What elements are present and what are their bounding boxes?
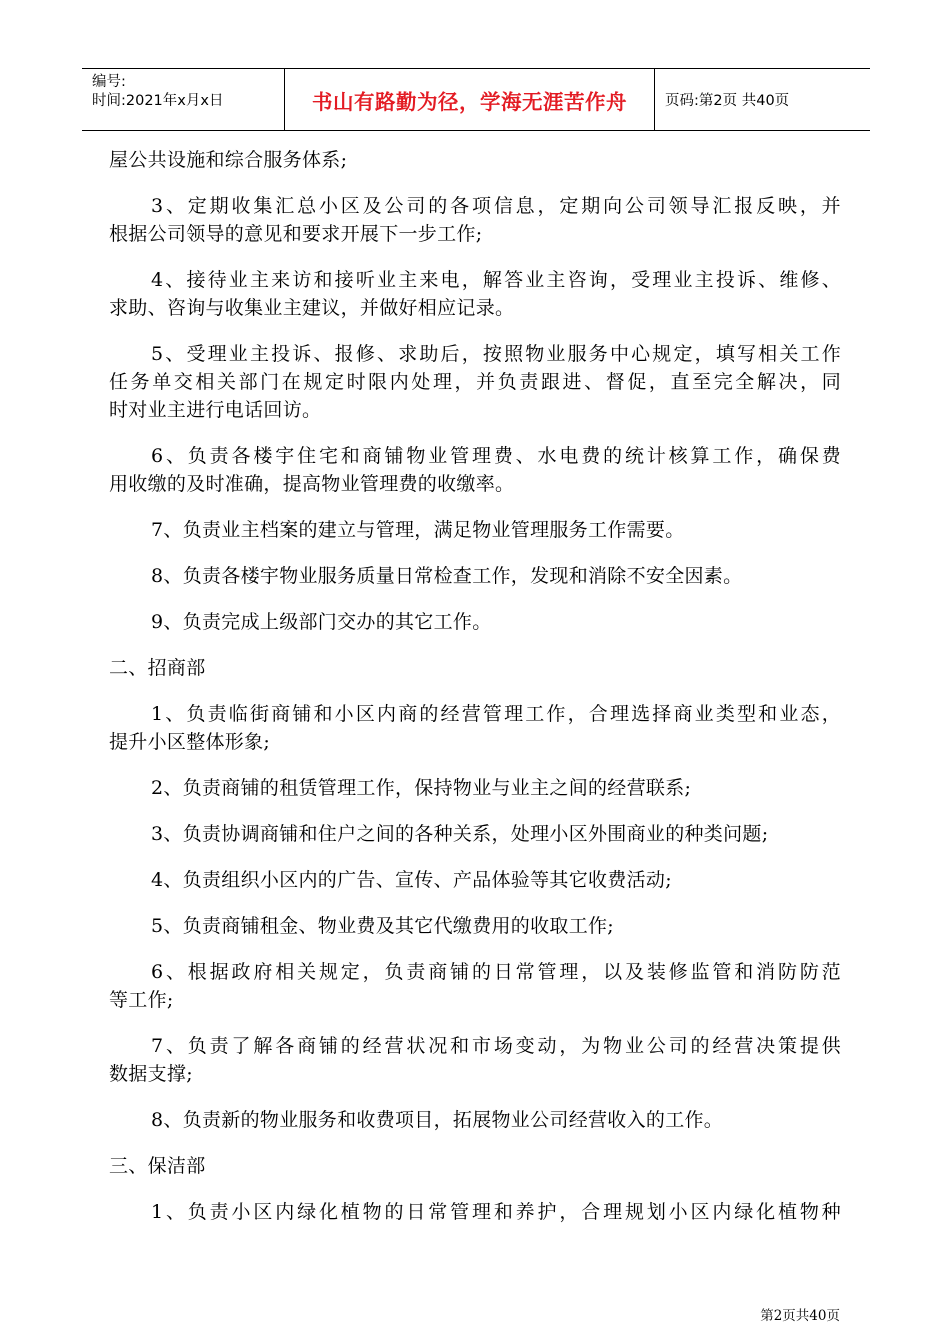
paragraph	[109, 562, 841, 590]
paragraph	[109, 266, 841, 322]
text-line: 1、负责临街商铺和小区内商的经营管理工作，合理选择商业类型和业态，	[151, 703, 841, 725]
text-line: 屋公共设施和综合服务体系;	[109, 149, 348, 171]
paragraph	[109, 516, 841, 544]
paragraph	[109, 340, 841, 424]
text-line: 时对业主进行电话回访。	[109, 399, 322, 421]
document-header	[82, 68, 870, 131]
text-line: 3、定期收集汇总小区及公司的各项信息，定期向公司领导汇报反映，并	[151, 195, 841, 217]
text-line: 2、负责商铺的租赁管理工作，保持物业与业主之间的经营联系;	[151, 777, 692, 799]
text-line: 5、负责商铺租金、物业费及其它代缴费用的收取工作;	[151, 915, 614, 937]
header-meta	[82, 69, 285, 130]
text-line: 三、保洁部	[109, 1155, 206, 1177]
paragraph	[109, 1198, 841, 1226]
paragraph	[109, 912, 841, 940]
paragraph	[109, 442, 841, 498]
paragraph	[109, 1032, 841, 1088]
text-line: 求助、咨询与收集业主建议，并做好相应记录。	[109, 297, 515, 319]
paragraph	[109, 958, 841, 1014]
header-motto-cell	[285, 69, 655, 130]
text-line: 提升小区整体形象;	[109, 731, 271, 753]
text-line: 7、负责了解各商铺的经营状况和市场变动，为物业公司的经营决策提供	[151, 1035, 841, 1057]
text-line: 1、负责小区内绿化植物的日常管理和养护，合理规划小区内绿化植物种	[151, 1201, 841, 1223]
text-line: 二、招商部	[109, 657, 206, 679]
text-line: 4、接待业主来访和接听业主来电，解答业主咨询，受理业主投诉、维修、	[151, 269, 841, 291]
paragraph	[109, 820, 841, 848]
text-line: 5、受理业主投诉、报修、求助后，按照物业服务中心规定，填写相关工作	[151, 343, 841, 365]
text-line: 7、负责业主档案的建立与管理，满足物业管理服务工作需要。	[151, 519, 685, 541]
paragraph	[109, 700, 841, 756]
paragraph	[109, 146, 841, 174]
paragraph	[109, 866, 841, 894]
document-body	[109, 146, 841, 1244]
text-line: 9、负责完成上级部门交办的其它工作。	[151, 611, 492, 633]
text-line: 6、负责各楼宇住宅和商铺物业管理费、水电费的统计核算工作，确保费	[151, 445, 841, 467]
text-line: 6、根据政府相关规定，负责商铺的日常管理，以及装修监管和消防防范	[151, 961, 841, 983]
paragraph	[109, 774, 841, 802]
text-line: 用收缴的及时准确，提高物业管理费的收缴率。	[109, 473, 515, 495]
header-number-label: 编号:	[92, 74, 126, 90]
text-line: 8、负责新的物业服务和收费项目，拓展物业公司经营收入的工作。	[151, 1109, 724, 1131]
paragraph	[109, 654, 841, 682]
text-line: 等工作;	[109, 989, 174, 1011]
text-line: 3、负责协调商铺和住户之间的各种关系，处理小区外围商业的种类问题;	[151, 823, 769, 845]
paragraph	[109, 192, 841, 248]
text-line: 根据公司领导的意见和要求开展下一步工作;	[109, 223, 483, 245]
text-line: 8、负责各楼宇物业服务质量日常检查工作，发现和消除不安全因素。	[151, 565, 743, 587]
paragraph	[109, 608, 841, 636]
paragraph	[109, 1152, 841, 1180]
page-footer: 第2页共40页	[760, 1308, 840, 1324]
text-line: 4、负责组织小区内的广告、宣传、产品体验等其它收费活动;	[151, 869, 672, 891]
header-time-label: 时间:2021年x月x日	[92, 93, 224, 109]
header-page-info: 页码:第2页 共40页	[665, 93, 790, 109]
header-page-cell	[655, 69, 870, 130]
header-motto: 书山有路勤为径，学海无涯苦作舟	[312, 89, 627, 114]
text-line: 数据支撑;	[109, 1063, 193, 1085]
text-line: 任务单交相关部门在规定时限内处理，并负责跟进、督促，直至完全解决，同	[109, 371, 841, 393]
paragraph	[109, 1106, 841, 1134]
